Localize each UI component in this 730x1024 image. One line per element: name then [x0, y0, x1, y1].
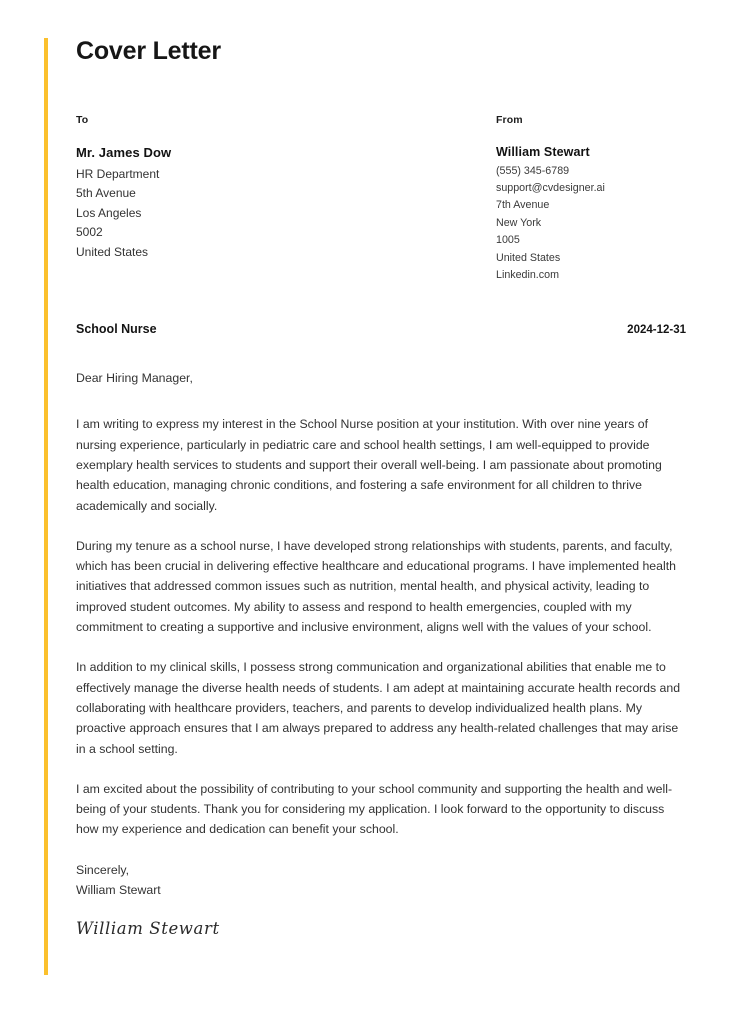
position-title: School Nurse: [76, 322, 157, 337]
sender-line: 1005: [496, 234, 520, 247]
subject-row: [76, 322, 686, 336]
recipient-column: [76, 114, 496, 263]
sender-label: From: [496, 113, 523, 126]
sender-website: Linkedin.com: [496, 268, 559, 281]
sender-phone: (555) 345-6789: [496, 164, 570, 177]
recipient-line: 5002: [76, 225, 103, 240]
recipient-name: Mr. James Dow: [76, 144, 172, 160]
recipient-line: 5th Avenue: [76, 186, 136, 201]
closing-block: [76, 860, 686, 901]
body-paragraph: In addition to my clinical skills, I possess strong communication and organizational abilities that enable me to effectively manage the diverse health needs of students. I am adept at maintaining accurate health records and collaborating with healthcare providers, teachers, and parents to develop individualized health plans. My proactive approach ensures that I am always prepared to address any health-related challenges that may arise in a school setting.: [76, 660, 681, 756]
recipient-label: To: [76, 113, 89, 126]
body-paragraph: During my tenure as a school nurse, I have developed strong relationships with students, parents, and faculty, which has been crucial in delivering effective healthcare and educational programs. I have implemented health initiatives that addressed common issues such as nutrition, mental health, and physical activity, leading to improved student outcomes. My ability to assess and respond to health emergencies, coupled with my commitment to creating a supportive and inclusive environment, aligns well with the values of your school.: [76, 538, 676, 635]
recipient-line: Los Angeles: [76, 205, 142, 220]
sender-line: United States: [496, 251, 561, 264]
recipient-line: United States: [76, 244, 149, 259]
page-title: Cover Letter: [76, 37, 221, 65]
sender-line: New York: [496, 216, 542, 229]
body-paragraph: I am writing to express my interest in the School Nurse position at your institution. With over nine years of nursing experience, particularly in pediatric care and school health settings, I am well-equipped to provide exemplary health services to students and support their overall well-being. I am passionate about promoting health education, managing chronic conditions, and fostering a safe environment for all children to thrive academically and socially.: [76, 417, 662, 513]
salutation: Dear Hiring Manager,: [76, 371, 193, 386]
sender-line: 7th Avenue: [496, 199, 550, 212]
closing-name: William Stewart: [76, 882, 161, 897]
signature: William Stewart: [76, 919, 220, 939]
sender-column: [496, 114, 686, 285]
sender-name: William Stewart: [496, 144, 590, 159]
recipient-line: HR Department: [76, 166, 160, 181]
body-paragraph: I am excited about the possibility of contributing to your school community and supporting the health and well-being of your students. Thank you for considering my application. I look forward to the opportunity to discuss how my experience and dedication can benefit your school.: [76, 781, 673, 837]
left-accent-bar: [44, 38, 48, 975]
letter-date: 2024-12-31: [627, 324, 686, 337]
letter-content: [76, 38, 686, 938]
sender-email: support@cvdesigner.ai: [496, 181, 605, 194]
address-block: [76, 114, 686, 285]
closing-word: Sincerely,: [76, 862, 130, 877]
